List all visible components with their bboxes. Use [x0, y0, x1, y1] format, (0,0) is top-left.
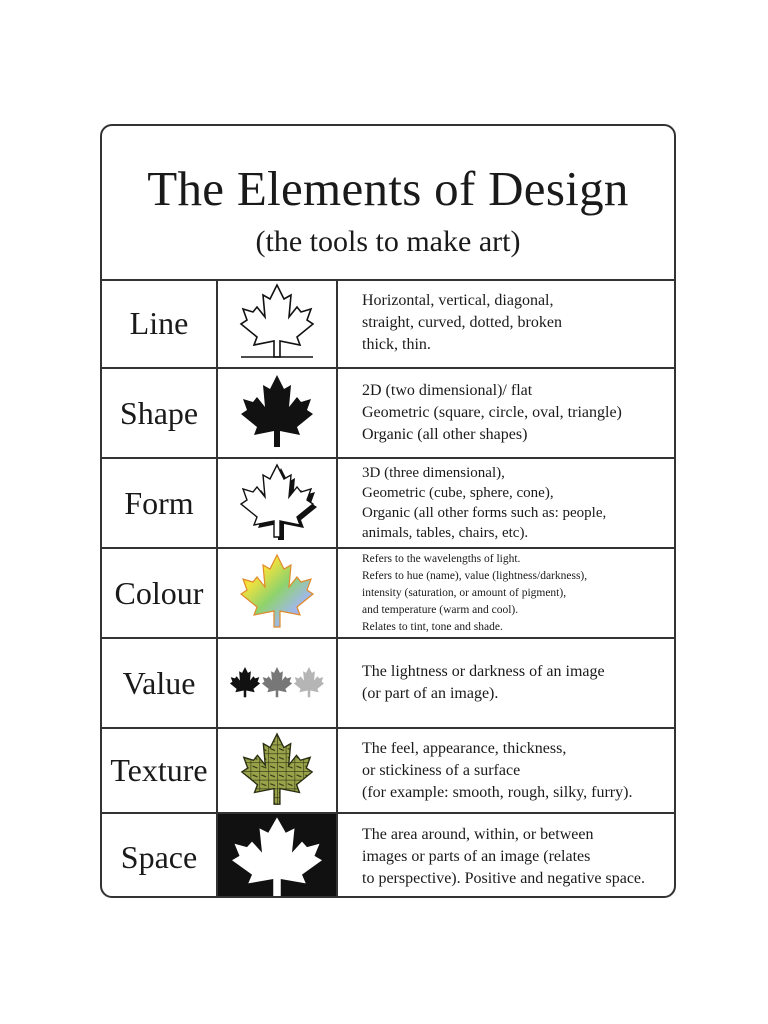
row-form — [102, 459, 674, 549]
row-value — [102, 639, 674, 729]
element-description — [338, 639, 674, 727]
description-line: 2D (two dimensional)/ flat — [362, 382, 533, 399]
description-line: Relates to tint, tone and shade. — [362, 620, 503, 633]
description-line: animals, tables, chairs, etc). — [362, 525, 529, 541]
leaf-solid-icon — [218, 369, 338, 457]
description-line: thick, thin. — [362, 336, 431, 353]
element-name: Space — [102, 814, 218, 898]
description-line: intensity (saturation, or amount of pigment), — [362, 586, 567, 599]
leaf-gradient-icon — [218, 549, 338, 637]
element-name: Shape — [102, 369, 218, 457]
description-line: or stickiness of a surface — [362, 761, 521, 779]
row-line — [102, 279, 674, 369]
element-name: Value — [102, 639, 218, 727]
page-subtitle: (the tools to make art) — [255, 225, 521, 258]
three-leaves-value-icon — [218, 639, 338, 727]
description-line: Refers to hue (name), value (lightness/darkness), — [362, 569, 588, 582]
description-line: (or part of an image). — [362, 685, 499, 702]
element-description — [338, 729, 674, 812]
row-texture — [102, 729, 674, 814]
leaf-outline-icon — [218, 279, 338, 367]
row-colour — [102, 549, 674, 639]
row-space — [102, 814, 674, 898]
leaf-negative-space-icon — [218, 814, 338, 898]
page-title: The Elements of Design — [147, 161, 629, 216]
leaf-3d-icon — [218, 459, 338, 547]
element-name: Line — [102, 279, 218, 367]
element-description — [338, 279, 674, 367]
elements-of-design-card — [100, 124, 676, 898]
row-shape — [102, 369, 674, 459]
element-name: Form — [102, 459, 218, 547]
element-description — [338, 369, 674, 457]
description-line: straight, curved, dotted, broken — [362, 314, 562, 331]
description-line: Organic (all other shapes) — [362, 426, 528, 443]
card-header — [102, 126, 674, 281]
description-line: (for example: smooth, rough, silky, furry). — [362, 783, 633, 801]
description-line: Refers to the wavelengths of light. — [362, 552, 521, 565]
element-description — [338, 814, 674, 898]
element-name: Texture — [102, 729, 218, 812]
description-line: images or parts of an image (relates — [362, 848, 591, 865]
description-line: Organic (all other forms such as: people, — [362, 505, 607, 521]
description-line: Geometric (cube, sphere, cone), — [362, 485, 554, 501]
description-line: and temperature (warm and cool). — [362, 603, 519, 616]
description-line: The feel, appearance, thickness, — [362, 739, 567, 757]
description-line: The lightness or darkness of an image — [362, 663, 605, 680]
element-description — [338, 549, 674, 637]
element-name: Colour — [102, 549, 218, 637]
description-line: to perspective). Positive and negative space. — [362, 870, 646, 887]
description-line: Horizontal, vertical, diagonal, — [362, 292, 554, 309]
element-description — [338, 459, 674, 547]
description-line: 3D (three dimensional), — [362, 465, 505, 481]
description-line: Geometric (square, circle, oval, triangle) — [362, 404, 622, 421]
leaf-textured-icon — [218, 729, 338, 812]
description-line: The area around, within, or between — [362, 826, 594, 843]
